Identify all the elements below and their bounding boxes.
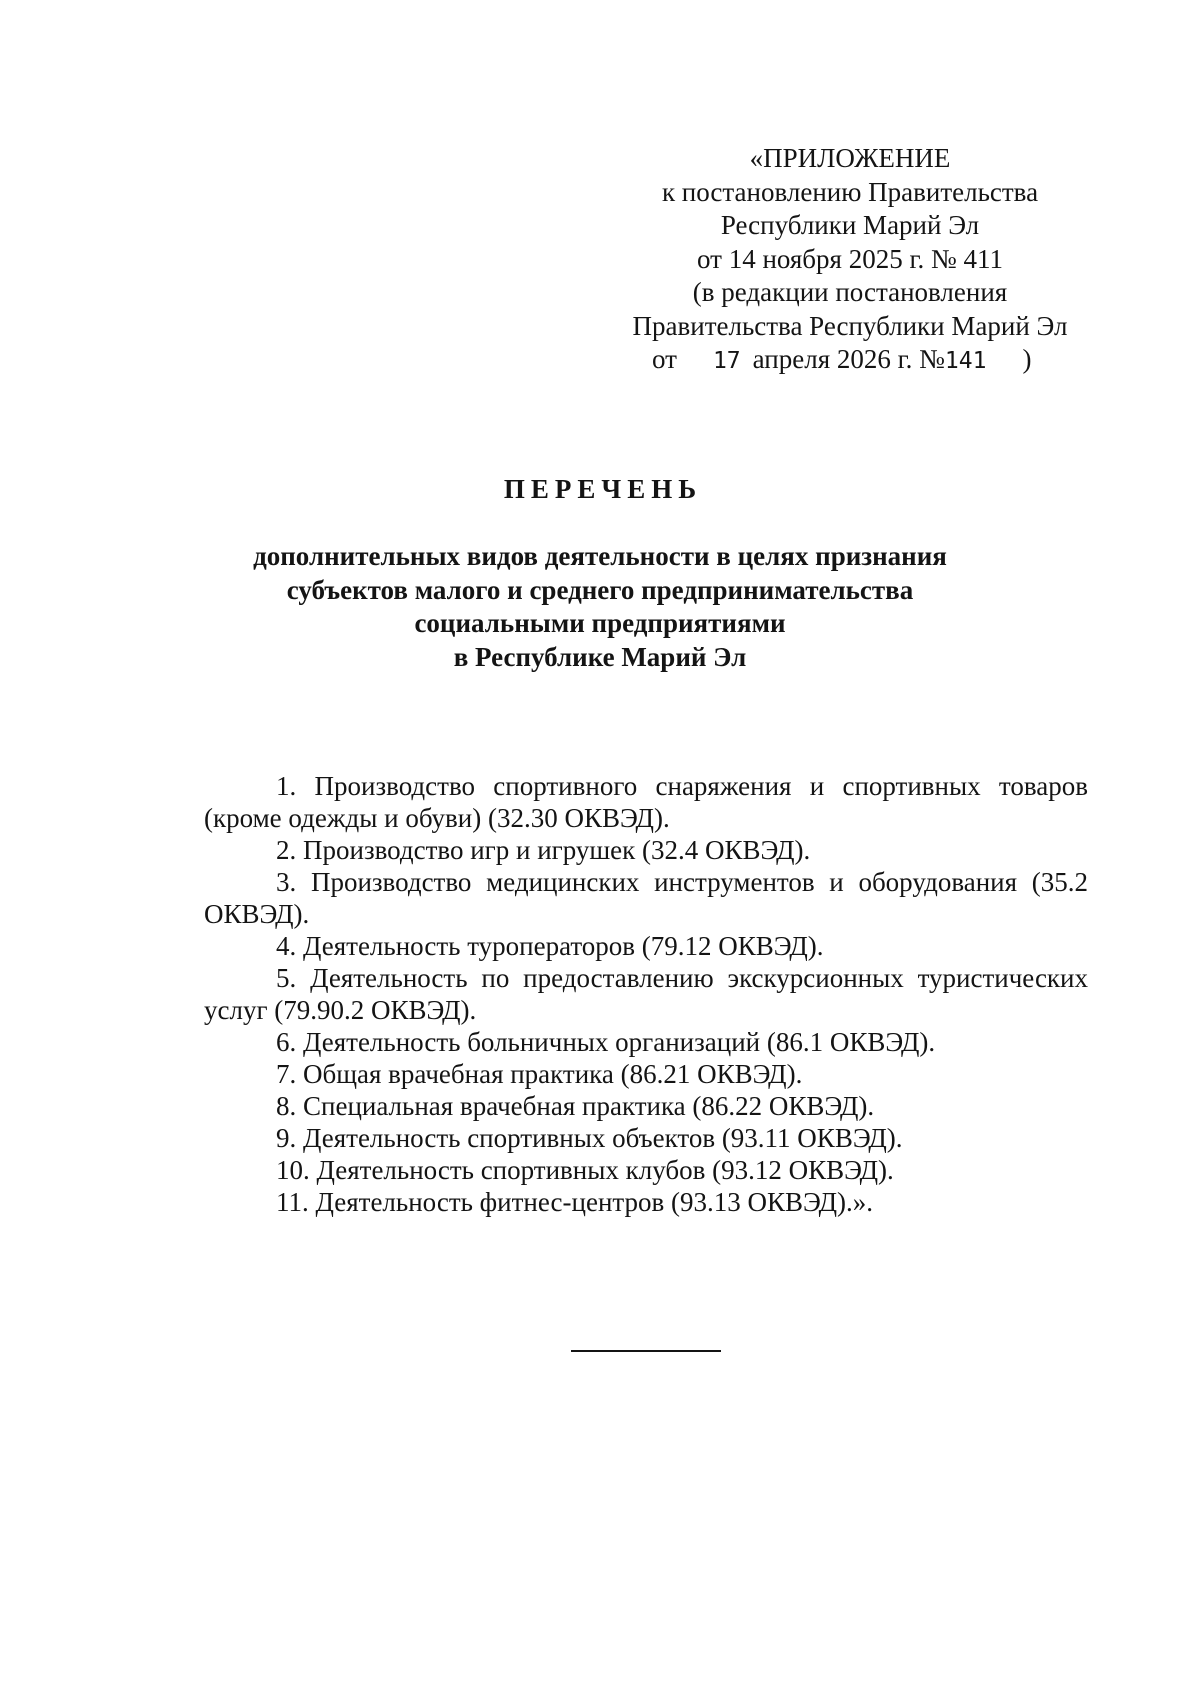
appendix-edition-note: (в редакции постановления	[692, 277, 1008, 307]
list-item: 3. Производство медицинских инструментов и оборудования (35.2 ОКВЭД).	[204, 867, 1088, 929]
list-item: 5. Деятельность по предоставлению экскурсионных туристических услуг (79.90.2 ОКВЭД).	[204, 963, 1088, 1025]
date-prefix: от	[652, 344, 677, 374]
subtitle-line: в Республике Марий Эл	[453, 641, 747, 672]
date-month-year: апреля 2026 г. №	[752, 344, 945, 374]
appendix-title: «ПРИЛОЖЕНИЕ	[749, 143, 951, 173]
appendix-original-date: от 14 ноября 2025 г. № 411	[697, 243, 1003, 274]
date-close: )	[1022, 344, 1032, 374]
date-number: 141	[944, 348, 987, 374]
date-day: 17	[712, 348, 741, 374]
appendix-edition-date	[620, 343, 1080, 379]
list-item: 2. Производство игр и игрушек (32.4 ОКВЭД).	[276, 835, 811, 865]
appendix-header	[620, 142, 1080, 379]
activities-list	[204, 770, 1088, 1218]
closing-rule-divider	[571, 1350, 721, 1352]
subtitle-line: социальными предприятиями	[414, 608, 786, 638]
list-item: 10. Деятельность спортивных клубов (93.12 ОКВЭД).	[276, 1155, 894, 1185]
appendix-region: Республики Марий Эл	[720, 210, 980, 240]
list-item: 11. Деятельность фитнес-центров (93.13 ОКВЭД).».	[276, 1187, 873, 1217]
appendix-edition-authority: Правительства Республики Марий Эл	[632, 310, 1068, 341]
appendix-reference: к постановлению Правительства	[661, 176, 1039, 207]
document-title: ПЕРЕЧЕНЬ	[503, 474, 703, 504]
subtitle-line: субъектов малого и среднего предпринимательства	[286, 574, 914, 605]
subtitle-line: дополнительных видов деятельности в целях признания	[253, 541, 947, 571]
list-item: 9. Деятельность спортивных объектов (93.11 ОКВЭД).	[276, 1123, 903, 1153]
list-item: 1. Производство спортивного снаряжения и спортивных товаров (кроме одежды и обуви) (32.30 ОКВЭД).	[204, 771, 1088, 833]
document-subtitle	[0, 540, 1200, 674]
list-item: 8. Специальная врачебная практика (86.22 ОКВЭД).	[276, 1091, 875, 1121]
list-item: 7. Общая врачебная практика (86.21 ОКВЭД).	[276, 1059, 803, 1089]
list-item: 4. Деятельность туроператоров (79.12 ОКВЭД).	[276, 931, 824, 961]
list-item: 6. Деятельность больничных организаций (86.1 ОКВЭД).	[276, 1027, 936, 1057]
